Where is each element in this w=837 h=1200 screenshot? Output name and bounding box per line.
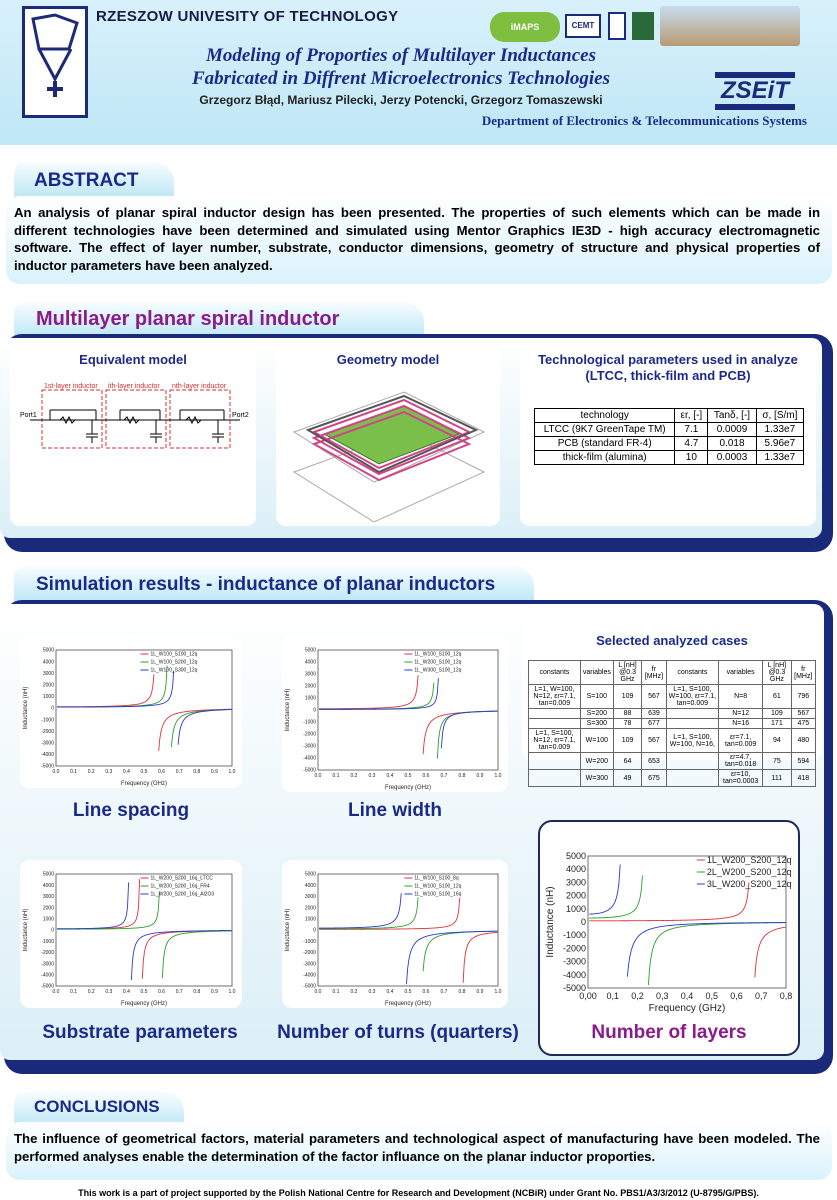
university-logo <box>22 6 88 118</box>
x-tick-label: 0.9 <box>210 769 218 775</box>
x-tick-label: 0.4 <box>386 773 394 779</box>
x-tick-label: 0.5 <box>140 989 148 995</box>
cases-header: constants <box>666 661 719 685</box>
series-line-2-b <box>437 711 497 758</box>
x-tick-label: 0.0 <box>314 989 322 995</box>
table-cell: L=1, W=100, N=12, εr=7.1, tan=0.009 <box>529 685 581 709</box>
y-tick-label: 2000 <box>304 683 316 690</box>
table-row <box>535 451 804 465</box>
y-tick-label: -3000 <box>303 743 316 750</box>
series-line-2-a <box>319 897 418 928</box>
y-tick-label: 4000 <box>304 882 316 889</box>
table-cell: S=300 <box>580 719 613 729</box>
y-tick-label: 1000 <box>304 916 316 923</box>
x-tick-label: 0,8 <box>779 991 793 1001</box>
cases-header: fr [MHz] <box>791 661 815 685</box>
legend-entry: 1L_W100_S100_16q <box>414 891 462 898</box>
series-line-2-b <box>162 931 231 978</box>
table-header: εr, [-] <box>675 409 708 423</box>
table-cell <box>529 709 581 719</box>
y-tick-label: 0 <box>51 705 54 712</box>
x-axis-label: Frequency (GHz) <box>648 1003 726 1014</box>
table-cell: 475 <box>791 719 815 729</box>
title-line-2: Fabricated in Diffrent Microelectronics Technologies <box>192 68 610 89</box>
y-tick-label: 2000 <box>42 682 54 689</box>
table-header-row <box>535 409 804 423</box>
table-cell: 677 <box>642 719 666 729</box>
x-axis-label: Frequency (GHz) <box>384 785 432 791</box>
x-tick-label: 0.5 <box>140 769 148 775</box>
x-tick-label: 0.8 <box>458 989 466 995</box>
university-logo-icon <box>25 9 85 115</box>
y-tick-label: -3000 <box>303 961 316 968</box>
series-line-3-a <box>589 865 620 915</box>
table-cell: 0.0009 <box>708 423 756 437</box>
series-line-3-b <box>178 710 232 745</box>
legend-entry: 2L_W200_S200_12q <box>706 867 792 877</box>
table-row <box>535 423 804 437</box>
table-cell <box>529 770 581 787</box>
table-cell: 109 <box>613 685 641 709</box>
table-cell: N=8 <box>719 685 763 709</box>
table-cell: εr=4.7, tan=0.018 <box>719 753 763 770</box>
y-axis-label: Inductance (nH) <box>23 686 29 730</box>
table-cell: 418 <box>791 770 815 787</box>
table-cell: L=1, S=100, W=100, N=16, <box>666 729 719 753</box>
table-cell: εr=7.1, tan=0.009 <box>719 729 763 753</box>
geometry-model-title: Geometry model <box>336 352 440 367</box>
y-tick-label: 1000 <box>42 916 54 923</box>
x-tick-label: 0.6 <box>422 989 430 995</box>
y-tick-label: -5000 <box>562 983 586 993</box>
y-tick-label: -3000 <box>562 956 586 967</box>
x-tick-label: 0.2 <box>350 989 358 995</box>
series-line-1-a <box>57 674 154 706</box>
series-line-1-a <box>319 898 460 929</box>
table-header: σ, [S/m] <box>756 409 803 423</box>
equivalent-circuit-diagram <box>20 380 250 460</box>
x-tick-label: 0.2 <box>350 773 358 779</box>
y-tick-label: 0 <box>313 927 316 934</box>
x-tick-label: 0.2 <box>87 989 95 995</box>
series-line-1-b <box>755 927 786 977</box>
x-tick-label: 0.9 <box>476 989 484 995</box>
x-tick-label: 0.6 <box>158 769 166 775</box>
y-tick-label: 5000 <box>565 851 586 861</box>
x-tick-label: 0.7 <box>440 989 448 995</box>
series-line-3-b <box>131 931 231 981</box>
ite-logo <box>608 12 626 40</box>
y-tick-label: 2000 <box>565 890 586 901</box>
y-tick-label: 1000 <box>304 695 316 702</box>
tech-params-title-2: (LTCC, thick-film and PCB) <box>585 368 751 383</box>
label-port2: Port2 <box>232 412 249 419</box>
caption-layers: Number of layers <box>591 1022 747 1043</box>
cases-title: Selected analyzed cases <box>596 633 748 648</box>
x-tick-label: 0,6 <box>730 991 743 1001</box>
y-tick-label: 4000 <box>42 882 54 889</box>
y-tick-label: -5000 <box>303 767 316 774</box>
x-tick-label: 0,5 <box>705 991 719 1001</box>
y-tick-label: -2000 <box>303 950 316 957</box>
x-tick-label: 0.5 <box>404 989 412 995</box>
x-axis-label: Frequency (GHz) <box>120 1001 168 1007</box>
table-cell <box>666 709 719 719</box>
x-tick-label: 0.8 <box>193 989 201 995</box>
equivalent-model-title: Equivalent model <box>79 352 187 367</box>
cases-header: variables <box>580 661 613 685</box>
y-tick-label: 4000 <box>42 659 54 666</box>
poster-title <box>96 44 706 90</box>
series-line-2-a <box>589 875 642 918</box>
krakow-castle-image <box>660 6 800 46</box>
table-cell: 61 <box>763 685 791 709</box>
table-cell: 10 <box>675 451 708 465</box>
y-tick-label: 4000 <box>304 659 316 666</box>
table-cell: thick-film (alumina) <box>535 451 675 465</box>
cases-header: L [nH] @0.3 GHz <box>763 661 791 685</box>
x-tick-label: 0.9 <box>210 989 218 995</box>
x-axis-label: Frequency (GHz) <box>384 1001 432 1007</box>
table-cell: 567 <box>642 729 666 753</box>
x-tick-label: 0.3 <box>105 769 113 775</box>
legend-entry: 3L_W200_S200_12q <box>706 879 792 889</box>
series-line-3-b <box>441 711 497 748</box>
table-cell: 1.33e7 <box>756 423 803 437</box>
y-tick-label: -5000 <box>41 763 54 770</box>
label-layern: nth-layer inductor <box>172 383 227 390</box>
plot-area <box>56 650 232 766</box>
table-header: technology <box>535 409 675 423</box>
y-tick-label: 0 <box>313 707 316 714</box>
table-cell <box>666 719 719 729</box>
x-tick-label: 0,7 <box>754 991 768 1001</box>
line-width-chart <box>282 636 508 792</box>
x-tick-label: 0.1 <box>332 773 340 779</box>
series-line-3-b <box>627 923 785 977</box>
multilayer-heading: Multilayer planar spiral inductor <box>36 308 340 330</box>
cemt-logo: CEMT <box>565 14 601 38</box>
y-tick-label: -1000 <box>562 930 586 941</box>
cases-header-row <box>529 661 816 685</box>
y-tick-label: -4000 <box>41 752 54 759</box>
table-cell: S=200 <box>580 709 613 719</box>
table-row <box>535 437 804 451</box>
y-tick-label: -4000 <box>562 969 586 980</box>
conclusions-heading: CONCLUSIONS <box>34 1097 160 1116</box>
x-tick-label: 0.3 <box>368 773 376 779</box>
y-tick-label: 3000 <box>304 894 316 901</box>
legend-entry: 1L_W200_S200_16q_LTCC <box>150 875 213 882</box>
cases-header: L [nH] @0.3 GHz <box>613 661 641 685</box>
y-tick-label: 3000 <box>304 671 316 678</box>
x-tick-label: 0,00 <box>579 991 597 1001</box>
x-tick-label: 1.0 <box>494 989 502 995</box>
x-axis-label: Frequency (GHz) <box>120 781 168 787</box>
layer1-box <box>42 390 102 448</box>
x-tick-label: 0.0 <box>52 989 60 995</box>
turns-chart <box>282 860 508 1008</box>
x-tick-label: 0.9 <box>476 773 484 779</box>
table-row <box>529 753 816 770</box>
table-cell: 94 <box>763 729 791 753</box>
x-tick-label: 0.4 <box>122 989 130 995</box>
table-cell: 109 <box>763 709 791 719</box>
y-tick-label: -1000 <box>303 719 316 726</box>
y-tick-label: 3000 <box>565 877 586 888</box>
table-cell: W=300 <box>580 770 613 787</box>
legend-entry: 1L_W100_S100_12q <box>414 883 462 890</box>
legend-entry: 1L_W100_S300_12q <box>150 667 198 674</box>
x-tick-label: 0.7 <box>440 773 448 779</box>
zset-logo: ZSEiT <box>715 72 795 110</box>
tech-params-title <box>520 352 816 384</box>
series-line-3-a <box>57 671 174 707</box>
y-tick-label: -3000 <box>41 961 54 968</box>
x-tick-label: 0.0 <box>314 773 322 779</box>
table-cell: 567 <box>791 709 815 719</box>
label-layer1: 1st-layer inductor <box>44 383 98 390</box>
x-tick-label: 0,2 <box>631 991 644 1001</box>
legend-entry: 1L_W100_S100_12q <box>150 651 198 658</box>
x-tick-label: 0.1 <box>70 989 78 995</box>
y-tick-label: 2000 <box>42 905 54 912</box>
line-spacing-chart <box>20 636 242 788</box>
y-tick-label: 5000 <box>42 647 54 654</box>
series-line-1-b <box>423 711 497 754</box>
table-cell: LTCC (9K7 GreenTape TM) <box>535 423 675 437</box>
substrate-chart <box>20 860 242 1008</box>
department: Department of Electronics & Telecommunications Systems <box>481 113 807 128</box>
caption-line-spacing: Line spacing <box>72 800 190 821</box>
cases-header: constants <box>529 661 581 685</box>
table-cell: 5.96e7 <box>756 437 803 451</box>
simulation-heading: Simulation results - inductance of planar inductors <box>36 574 496 595</box>
x-tick-label: 0.4 <box>122 769 130 775</box>
table-cell: 0.018 <box>708 437 756 451</box>
x-tick-label: 1.0 <box>228 769 236 775</box>
cases-header: fr [MHz] <box>642 661 666 685</box>
imaps-logo: iMAPS <box>490 12 560 42</box>
university-name: RZESZOW UNIVESITY OF TECHNOLOGY <box>96 8 399 25</box>
tech-params-title-1: Technological parameters used in analyze <box>538 352 798 367</box>
table-cell: W=100 <box>580 729 613 753</box>
legend-entry: 1L_W100_S100_12q <box>414 651 462 658</box>
y-axis-label: Inductance (nH) <box>545 886 556 958</box>
y-tick-label: 3000 <box>42 670 54 677</box>
y-tick-label: -1000 <box>41 717 54 724</box>
y-tick-label: -2000 <box>41 728 54 735</box>
x-tick-label: 0.5 <box>404 773 412 779</box>
y-tick-label: 1000 <box>565 903 586 914</box>
x-tick-label: 0.1 <box>70 769 78 775</box>
abstract-heading: ABSTRACT <box>34 170 139 191</box>
x-tick-label: 0.7 <box>175 989 183 995</box>
x-tick-label: 0.7 <box>175 769 183 775</box>
table-cell: 109 <box>613 729 641 753</box>
table-cell <box>529 753 581 770</box>
y-tick-label: 3000 <box>42 894 54 901</box>
table-cell: 171 <box>763 719 791 729</box>
series-line-1-b <box>463 932 498 982</box>
x-tick-label: 0,4 <box>680 991 694 1001</box>
authors: Grzegorz Błąd, Mariusz Pilecki, Jerzy Potencki, Grzegorz Tomaszewski <box>199 93 603 107</box>
table-cell: 480 <box>791 729 815 753</box>
y-tick-label: -4000 <box>303 972 316 979</box>
series-line-3-a <box>319 893 401 928</box>
table-cell: 675 <box>642 770 666 787</box>
partner-logo <box>632 12 654 40</box>
table-cell: 78 <box>613 719 641 729</box>
table-cell <box>529 719 581 729</box>
table-row <box>529 729 816 753</box>
y-tick-label: 5000 <box>304 647 316 654</box>
y-tick-label: -2000 <box>303 731 316 738</box>
table-cell: 111 <box>763 770 791 787</box>
y-tick-label: -1000 <box>41 938 54 945</box>
table-row <box>529 685 816 709</box>
table-cell: 88 <box>613 709 641 719</box>
y-tick-label: 0 <box>51 927 54 934</box>
table-cell: 4.7 <box>675 437 708 451</box>
x-tick-label: 0.3 <box>368 989 376 995</box>
table-cell <box>666 753 719 770</box>
x-tick-label: 0,1 <box>606 991 620 1001</box>
y-tick-label: -2000 <box>562 943 586 954</box>
x-tick-label: 0.2 <box>87 769 95 775</box>
x-tick-label: 0.6 <box>422 773 430 779</box>
cases-header: variables <box>719 661 763 685</box>
layers-chart <box>542 848 796 1014</box>
geometry-3d-render <box>284 372 494 522</box>
caption-line-width: Line width <box>348 800 442 821</box>
table-cell: 49 <box>613 770 641 787</box>
table-cell: 567 <box>642 685 666 709</box>
table-cell: 1.33e7 <box>756 451 803 465</box>
y-tick-label: -3000 <box>41 740 54 747</box>
title-line-1: Modeling of Proporties of Multilayer Inductances <box>205 45 597 66</box>
y-tick-label: 4000 <box>565 864 586 875</box>
y-tick-label: -5000 <box>41 983 54 990</box>
y-tick-label: -2000 <box>41 950 54 957</box>
caption-substrate: Substrate parameters <box>42 1022 238 1043</box>
table-cell: 653 <box>642 753 666 770</box>
x-tick-label: 1.0 <box>228 989 236 995</box>
table-cell: 594 <box>791 753 815 770</box>
caption-turns: Number of turns (quarters) <box>277 1022 519 1043</box>
series-line-1-a <box>319 675 418 709</box>
table-cell: 64 <box>613 753 641 770</box>
y-axis-label: Inductance (nH) <box>285 688 291 732</box>
table-cell: N=16 <box>719 719 763 729</box>
table-cell: 0.0003 <box>708 451 756 465</box>
table-row <box>529 719 816 729</box>
series-line-3-b <box>406 931 497 984</box>
table-cell: N=12 <box>719 709 763 719</box>
label-layeri: ith-layer inductor <box>108 383 160 390</box>
legend-entry: 1L_W200_S100_12q <box>414 659 462 666</box>
table-cell: L=1, S=100, W=100, εr=7.1, tan=0.009 <box>666 685 719 709</box>
table-cell: S=100 <box>580 685 613 709</box>
table-cell: 796 <box>791 685 815 709</box>
legend-entry: 1L_W200_S200_16q_Al2O3 <box>150 891 215 898</box>
x-tick-label: 0,3 <box>655 991 669 1001</box>
y-axis-label: Inductance (nH) <box>285 908 291 952</box>
abstract-text: An analysis of planar spiral inductor design has been presented. The properties of such elements which can be made in different technologies have been determined and simulated using Mentor Graphics IE3D - high accuracy electromagnetic software. The effect of layer number, substrate, conductor dimensions, geometry of structure and physical properties of inductor parameters have been analyzed. <box>14 205 820 273</box>
table-cell: 75 <box>763 753 791 770</box>
y-tick-label: -1000 <box>303 938 316 945</box>
label-port1: Port1 <box>20 412 37 419</box>
y-tick-label: -5000 <box>303 983 316 990</box>
table-cell <box>666 770 719 787</box>
legend-entry: 1L_W200_S200_16q_FR4 <box>150 883 210 890</box>
series-line-3-a <box>319 678 438 709</box>
y-tick-label: -4000 <box>41 972 54 979</box>
funding-footer: This work is a part of project supported by the Polish National Centre for Research and Development (NCBiR) under Grant No. PBS1/A3/3/2012 (U-8795/G/PBS). <box>78 1188 759 1198</box>
x-tick-label: 0.0 <box>52 769 60 775</box>
y-tick-label: 5000 <box>304 871 316 878</box>
legend-entry: 1L_W300_S100_12q <box>414 667 462 674</box>
layern-box <box>170 390 230 448</box>
table-cell: 7.1 <box>675 423 708 437</box>
table-header: Tanδ, [-] <box>708 409 756 423</box>
table-cell: 639 <box>642 709 666 719</box>
x-tick-label: 0.1 <box>332 989 340 995</box>
table-cell: εr=10, tan=0.0003 <box>719 770 763 787</box>
series-line-1-b <box>142 931 231 979</box>
series-line-2-b <box>648 923 785 985</box>
y-tick-label: -4000 <box>303 755 316 762</box>
x-tick-label: 0.6 <box>158 989 166 995</box>
series-line-1-b <box>159 709 232 751</box>
legend-entry: 1L_W200_S200_12q <box>706 855 792 865</box>
conclusions-text: The influence of geometrical factors, material parameters and technological aspect of manufacturing have been modeled. The performed analyses enable the determination of the factor influance on the planar inductor proporties. <box>14 1131 820 1164</box>
series-line-2-a <box>57 891 159 929</box>
series-line-3-a <box>57 882 129 928</box>
y-tick-label: 5000 <box>42 871 54 878</box>
legend-entry: 1L_W100_S200_12q <box>150 659 198 666</box>
table-cell: PCB (standard FR-4) <box>535 437 675 451</box>
y-tick-label: 0 <box>580 917 586 927</box>
y-axis-label: Inductance (nH) <box>23 908 29 952</box>
table-cell: L=1, S=100, N=12, εr=7.1, tan=0.009 <box>529 729 581 753</box>
tech-params-table <box>534 408 804 465</box>
plot-area <box>318 650 498 770</box>
table-row <box>529 770 816 787</box>
table-cell: W=200 <box>580 753 613 770</box>
y-tick-label: 1000 <box>42 694 54 701</box>
x-tick-label: 0.4 <box>386 989 394 995</box>
legend-entry: 1L_W100_S100_8q <box>414 875 459 882</box>
x-tick-label: 0.8 <box>458 773 466 779</box>
table-row <box>529 709 816 719</box>
y-tick-label: 2000 <box>304 905 316 912</box>
series-line-2-b <box>423 931 497 971</box>
x-tick-label: 0.3 <box>105 989 113 995</box>
x-tick-label: 0.8 <box>193 769 201 775</box>
cases-table <box>528 660 816 787</box>
x-tick-label: 1.0 <box>494 773 502 779</box>
layeri-box <box>106 390 166 448</box>
